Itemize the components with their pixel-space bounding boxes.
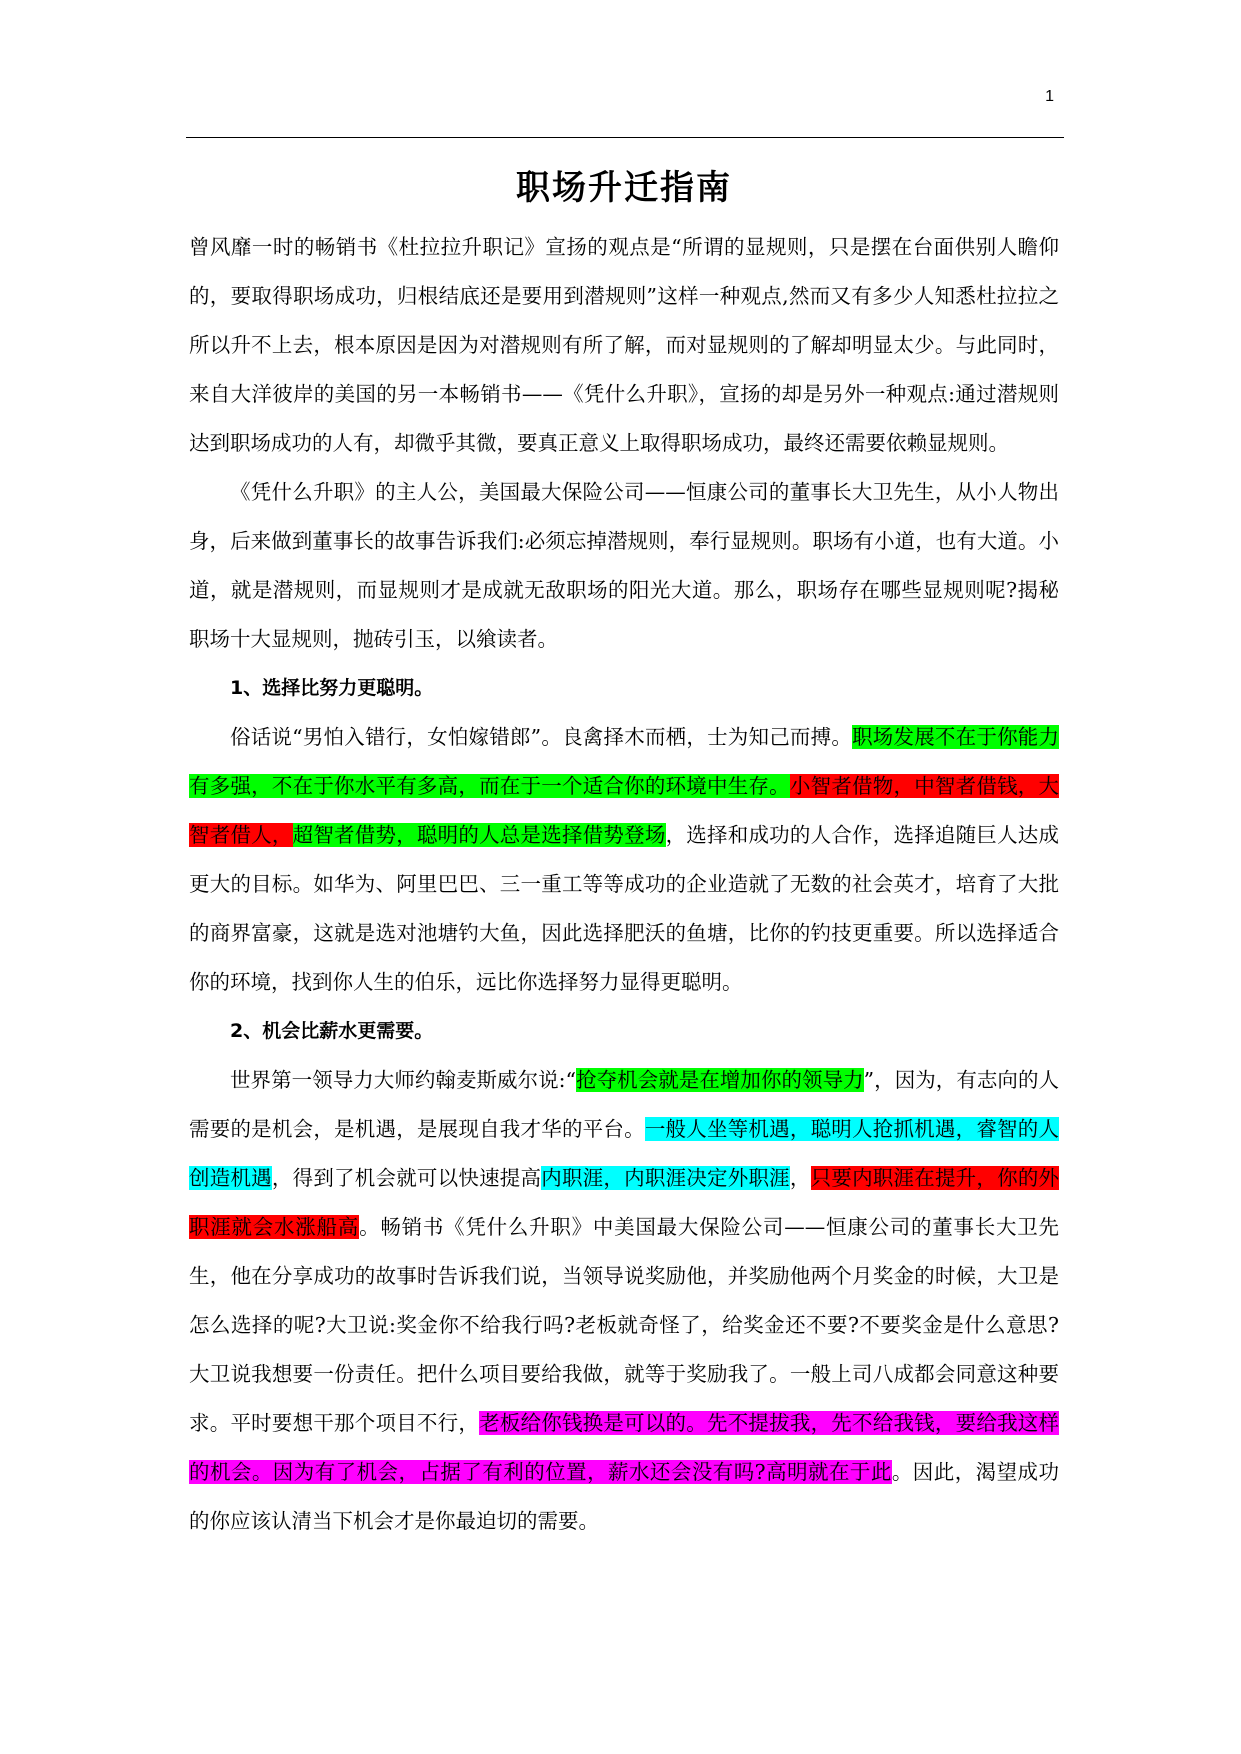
text-run: ，得到了机会就可以快速提高	[271, 1166, 542, 1190]
intro-paragraph-1: 曾风靡一时的畅销书《杜拉拉升职记》宣扬的观点是“所谓的显规则，只是摆在台面供别人瞻仰的，要取得职场成功，归根结底还是要用到潜规则”这样一种观点,然而又有多少人知悉杜拉拉之所以升不上去，根本原因是因为对潜规则有所了解，而对显规则的了解却明显太少。与此同时，来自大洋彼岸的美国的另一本畅销书——《凭什么升职》，宣扬的却是另外一种观点:通过潜规则达到职场成功的人有，却微乎其微，要真正意义上取得职场成功，最终还需要依赖显规则。	[189, 235, 1059, 455]
intro-paragraph-2: 《凭什么升职》的主人公，美国最大保险公司——恒康公司的董事长大卫先生，从小人物出身，后来做到董事长的故事告诉我们:必须忘掉潜规则，奉行显规则。职场有小道，也有大道。小道，就是潜规则，而显规则才是成就无敌职场的阳光大道。那么，职场存在哪些显规则呢?揭秘职场十大显规则，抛砖引玉，以飨读者。	[189, 480, 1059, 651]
text-run: 世界第一领导力大师约翰麦斯威尔说:“	[230, 1068, 577, 1092]
header-rule	[186, 137, 1064, 138]
highlight-cyan: 内职涯，内职涯决定外职涯	[541, 1166, 790, 1190]
section-1-heading: 1、选择比努力更聪明。	[230, 677, 434, 699]
text-run: ，	[789, 1166, 811, 1190]
highlight-cyan: 一般人坐等机遇，聪明人抢抓机遇，睿智的人创造机遇	[189, 1117, 1059, 1190]
highlight-green: 抢夺机会就是在增加你的领导力	[576, 1068, 864, 1092]
highlight-green: 超智者借势，聪明的人总是选择借势登场	[292, 823, 666, 847]
document-title: 职场升迁指南	[516, 168, 732, 208]
text-run: 。畅销书《凭什么升职》中美国最大保险公司——恒康公司的董事长大卫先生，他在分享成功的故事时告诉我们说，当领导说奖励他，并奖励他两个月奖金的时候，大卫是怎么选择的呢?大卫说:奖金你不给我行吗?老板就奇怪了，给奖金还不要?不要奖金是什么意思?大卫说我想要一份责任。把什么项目要给我做，就等于奖励我了。一般上司八成都会同意这种要求。平时要想干那个项目不行，	[189, 1215, 1060, 1435]
text-run: ，选择和成功的人合作，选择追随巨人达成更大的目标。如华为、阿里巴巴、三一重工等等成功的企业造就了无数的社会英才，培育了大批的商界富豪，这就是选对池塘钓大鱼，因此选择肥沃的鱼塘，比你的钓技更重要。所以选择适合你的环境，找到你人生的伯乐，远比你选择努力显得更聪明。	[189, 823, 1060, 994]
document-body	[189, 160, 1059, 1546]
highlight-green: 职场发展不在于你能力有多强，不在于你水平有多高，而在于一个适合你的环境中生存。	[189, 725, 1059, 798]
section-1-paragraph	[189, 713, 1059, 1007]
highlight-magenta: 老板给你钱换是可以的。先不提拔我，先不给我钱，要给我这样的机会。因为有了机会，占据了有利的位置，薪水还会没有吗?高明就在于此	[189, 1411, 1060, 1484]
text-run: 俗话说“男怕入错行，女怕嫁错郎”。良禽择木而栖，士为知己而搏。	[230, 725, 853, 749]
highlight-red: 只要内职涯在提升，你的外职涯就会水涨船高	[189, 1166, 1060, 1239]
highlight-red: 小智者借物，中智者借钱，大智者借人，	[189, 774, 1060, 847]
section-2-paragraph	[189, 1056, 1059, 1546]
text-run: 。因此，渴望成功的你应该认清当下机会才是你最迫切的需要。	[189, 1460, 1060, 1533]
page-number: 1	[1045, 88, 1054, 105]
text-run: ”，因为，有志向的人需要的是机会，是机遇，是展现自我才华的平台。	[189, 1068, 1060, 1141]
section-2-heading: 2、机会比薪水更需要。	[230, 1020, 434, 1042]
